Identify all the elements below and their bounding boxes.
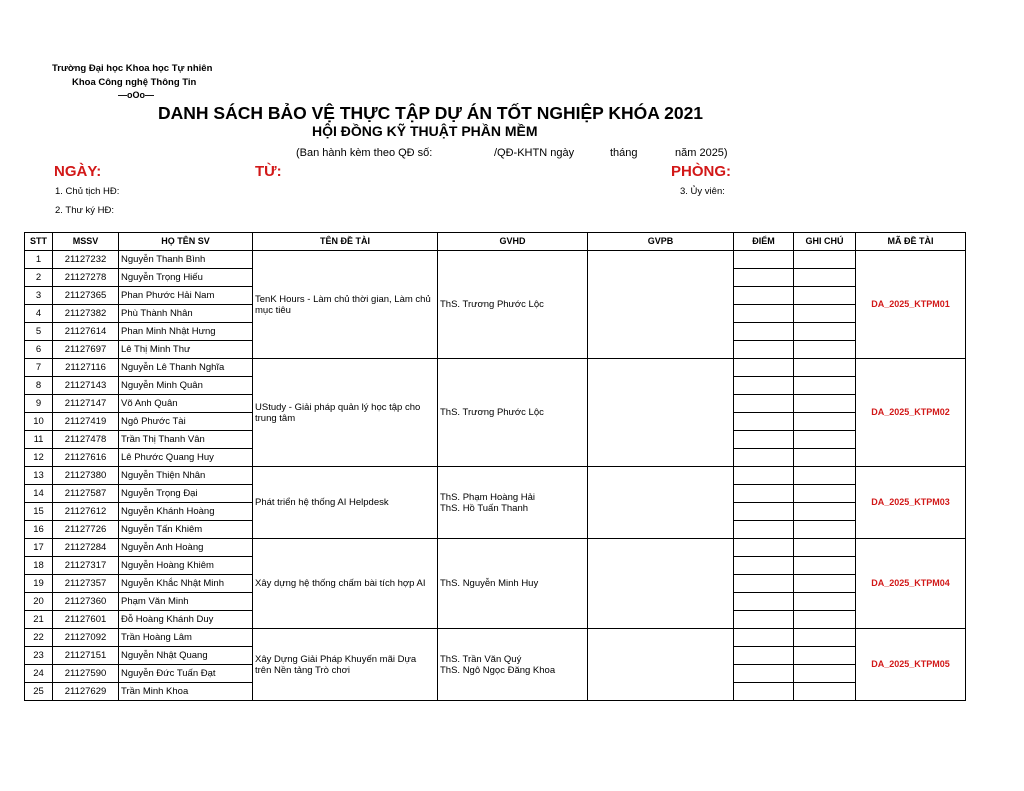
cell-score [734, 575, 794, 593]
col-mssv: MSSV [53, 233, 119, 251]
cell-mssv: 21127697 [53, 341, 119, 359]
cell-note [794, 269, 856, 287]
cell-score [734, 593, 794, 611]
cell-stt: 17 [25, 539, 53, 557]
cell-mssv: 21127614 [53, 323, 119, 341]
table-row [25, 359, 966, 377]
decor-line: —oOo— [118, 90, 154, 100]
cell-stt: 20 [25, 593, 53, 611]
cell-name: Ngô Phước Tài [119, 413, 253, 431]
cell-advisor: ThS. Trương Phước Lộc [438, 251, 588, 359]
cell-name: Nguyễn Trọng Hiếu [119, 269, 253, 287]
cell-topic: Xây Dựng Giải Pháp Khuyến mãi Dựa trên Nền tảng Trò chơi [253, 629, 438, 701]
cell-stt: 3 [25, 287, 53, 305]
decree-month: tháng [610, 147, 638, 159]
cell-note [794, 647, 856, 665]
cell-name: Nguyễn Tấn Khiêm [119, 521, 253, 539]
table-row [25, 539, 966, 557]
cell-name: Trần Thị Thanh Vân [119, 431, 253, 449]
cell-score [734, 323, 794, 341]
cell-mssv: 21127284 [53, 539, 119, 557]
cell-score [734, 485, 794, 503]
cell-note [794, 557, 856, 575]
cell-note [794, 521, 856, 539]
cell-topic-code: DA_2025_KTPM04 [856, 539, 966, 629]
cell-stt: 25 [25, 683, 53, 701]
cell-score [734, 503, 794, 521]
cell-stt: 13 [25, 467, 53, 485]
decree-code: /QĐ-KHTN ngày [494, 147, 575, 159]
cell-stt: 15 [25, 503, 53, 521]
cell-score [734, 611, 794, 629]
faculty-name: Khoa Công nghệ Thông Tin [72, 77, 197, 88]
cell-advisor: ThS. Trần Văn Quý ThS. Ngô Ngọc Đăng Khoa [438, 629, 588, 701]
cell-stt: 22 [25, 629, 53, 647]
cell-stt: 8 [25, 377, 53, 395]
cell-name: Phan Minh Nhật Hưng [119, 323, 253, 341]
cell-score [734, 431, 794, 449]
cell-note [794, 467, 856, 485]
cell-name: Phù Thành Nhân [119, 305, 253, 323]
cell-stt: 18 [25, 557, 53, 575]
cell-name: Nguyễn Anh Hoàng [119, 539, 253, 557]
chair-label: 1. Chủ tịch HĐ: [55, 186, 120, 197]
cell-score [734, 557, 794, 575]
col-score: ĐIỂM [734, 233, 794, 251]
cell-note [794, 305, 856, 323]
cell-stt: 6 [25, 341, 53, 359]
col-stt: STT [25, 233, 53, 251]
cell-topic-code: DA_2025_KTPM01 [856, 251, 966, 359]
cell-stt: 11 [25, 431, 53, 449]
cell-topic-code: DA_2025_KTPM03 [856, 467, 966, 539]
col-name: HỌ TÊN SV [119, 233, 253, 251]
cell-name: Nguyễn Minh Quân [119, 377, 253, 395]
cell-name: Đỗ Hoàng Khánh Duy [119, 611, 253, 629]
table-row [25, 629, 966, 647]
cell-note [794, 503, 856, 521]
cell-name: Nguyễn Hoàng Khiêm [119, 557, 253, 575]
cell-mssv: 21127232 [53, 251, 119, 269]
cell-score [734, 413, 794, 431]
decree-prefix: (Ban hành kèm theo QĐ số: [296, 147, 433, 159]
cell-stt: 12 [25, 449, 53, 467]
cell-score [734, 269, 794, 287]
cell-note [794, 665, 856, 683]
cell-stt: 2 [25, 269, 53, 287]
cell-name: Trần Hoàng Lâm [119, 629, 253, 647]
cell-note [794, 341, 856, 359]
cell-note [794, 449, 856, 467]
cell-name: Nguyễn Thiện Nhân [119, 467, 253, 485]
member-label: 3. Ủy viên: [680, 186, 725, 197]
cell-name: Phan Phước Hải Nam [119, 287, 253, 305]
cell-mssv: 21127365 [53, 287, 119, 305]
cell-mssv: 21127360 [53, 593, 119, 611]
cell-score [734, 665, 794, 683]
cell-name: Trần Minh Khoa [119, 683, 253, 701]
table-row [25, 251, 966, 269]
cell-score [734, 539, 794, 557]
table-body [25, 251, 966, 701]
cell-mssv: 21127726 [53, 521, 119, 539]
cell-mssv: 21127601 [53, 611, 119, 629]
cell-score [734, 449, 794, 467]
cell-name: Nguyễn Đức Tuấn Đạt [119, 665, 253, 683]
date-label: NGÀY: [54, 163, 102, 180]
cell-mssv: 21127419 [53, 413, 119, 431]
cell-stt: 10 [25, 413, 53, 431]
cell-score [734, 395, 794, 413]
cell-score [734, 683, 794, 701]
cell-advisor: ThS. Phạm Hoàng Hải ThS. Hồ Tuấn Thanh [438, 467, 588, 539]
cell-mssv: 21127380 [53, 467, 119, 485]
cell-mssv: 21127587 [53, 485, 119, 503]
cell-note [794, 323, 856, 341]
cell-note [794, 539, 856, 557]
cell-mssv: 21127357 [53, 575, 119, 593]
cell-note [794, 575, 856, 593]
roster-table [24, 232, 966, 701]
cell-name: Phạm Văn Minh [119, 593, 253, 611]
cell-note [794, 377, 856, 395]
cell-mssv: 21127278 [53, 269, 119, 287]
cell-reviewer [588, 629, 734, 701]
table-header-row [25, 233, 966, 251]
page-title: DANH SÁCH BẢO VỆ THỰC TẬP DỰ ÁN TỐT NGHIỆP KHÓA 2021 [158, 103, 704, 123]
cell-stt: 9 [25, 395, 53, 413]
cell-stt: 7 [25, 359, 53, 377]
cell-mssv: 21127147 [53, 395, 119, 413]
cell-score [734, 521, 794, 539]
cell-stt: 16 [25, 521, 53, 539]
cell-stt: 21 [25, 611, 53, 629]
cell-advisor: ThS. Trương Phước Lộc [438, 359, 588, 467]
cell-topic: Phát triển hệ thống AI Helpdesk [253, 467, 438, 539]
cell-stt: 24 [25, 665, 53, 683]
cell-name: Nguyễn Khánh Hoàng [119, 503, 253, 521]
table-row [25, 467, 966, 485]
cell-note [794, 683, 856, 701]
cell-reviewer [588, 539, 734, 629]
cell-reviewer [588, 467, 734, 539]
cell-name: Nguyễn Khắc Nhật Minh [119, 575, 253, 593]
col-topic: TÊN ĐỀ TÀI [253, 233, 438, 251]
cell-name: Lê Thị Minh Thư [119, 341, 253, 359]
cell-note [794, 611, 856, 629]
cell-stt: 5 [25, 323, 53, 341]
cell-mssv: 21127616 [53, 449, 119, 467]
cell-mssv: 21127317 [53, 557, 119, 575]
col-note: GHI CHÚ [794, 233, 856, 251]
cell-score [734, 251, 794, 269]
col-advisor: GVHD [438, 233, 588, 251]
cell-mssv: 21127151 [53, 647, 119, 665]
cell-score [734, 305, 794, 323]
cell-note [794, 485, 856, 503]
cell-name: Võ Anh Quân [119, 395, 253, 413]
cell-name: Nguyễn Thanh Bình [119, 251, 253, 269]
cell-mssv: 21127092 [53, 629, 119, 647]
cell-mssv: 21127590 [53, 665, 119, 683]
cell-stt: 4 [25, 305, 53, 323]
cell-name: Nguyễn Lê Thanh Nghĩa [119, 359, 253, 377]
col-topic-code: MÃ ĐỀ TÀI [856, 233, 966, 251]
cell-score [734, 629, 794, 647]
cell-stt: 19 [25, 575, 53, 593]
cell-mssv: 21127143 [53, 377, 119, 395]
room-label: PHÒNG: [671, 163, 731, 180]
cell-topic-code: DA_2025_KTPM02 [856, 359, 966, 467]
cell-score [734, 467, 794, 485]
cell-score [734, 341, 794, 359]
cell-stt: 23 [25, 647, 53, 665]
col-reviewer: GVPB [588, 233, 734, 251]
cell-topic: TenK Hours - Làm chủ thời gian, Làm chủ mục tiêu [253, 251, 438, 359]
school-name: Trường Đại học Khoa học Tự nhiên [52, 63, 213, 74]
cell-note [794, 431, 856, 449]
cell-mssv: 21127612 [53, 503, 119, 521]
cell-reviewer [588, 251, 734, 359]
page-subtitle: HỘI ĐỒNG KỸ THUẬT PHẦN MỀM [312, 123, 538, 139]
cell-note [794, 395, 856, 413]
cell-note [794, 593, 856, 611]
cell-note [794, 413, 856, 431]
cell-note [794, 287, 856, 305]
from-label: TỪ: [255, 163, 282, 180]
cell-name: Nguyễn Trọng Đại [119, 485, 253, 503]
cell-mssv: 21127116 [53, 359, 119, 377]
cell-name: Lê Phước Quang Huy [119, 449, 253, 467]
cell-score [734, 359, 794, 377]
cell-note [794, 359, 856, 377]
cell-score [734, 647, 794, 665]
cell-stt: 14 [25, 485, 53, 503]
cell-score [734, 287, 794, 305]
cell-mssv: 21127382 [53, 305, 119, 323]
cell-topic: Xây dựng hệ thống chấm bài tích hợp AI [253, 539, 438, 629]
cell-score [734, 377, 794, 395]
cell-name: Nguyễn Nhật Quang [119, 647, 253, 665]
cell-mssv: 21127629 [53, 683, 119, 701]
cell-reviewer [588, 359, 734, 467]
secretary-label: 2. Thư ký HĐ: [55, 205, 114, 216]
cell-mssv: 21127478 [53, 431, 119, 449]
cell-topic: UStudy - Giải pháp quản lý học tập cho trung tâm [253, 359, 438, 467]
cell-topic-code: DA_2025_KTPM05 [856, 629, 966, 701]
cell-note [794, 629, 856, 647]
cell-note [794, 251, 856, 269]
decree-year: năm 2025) [675, 147, 728, 159]
cell-advisor: ThS. Nguyễn Minh Huy [438, 539, 588, 629]
cell-stt: 1 [25, 251, 53, 269]
